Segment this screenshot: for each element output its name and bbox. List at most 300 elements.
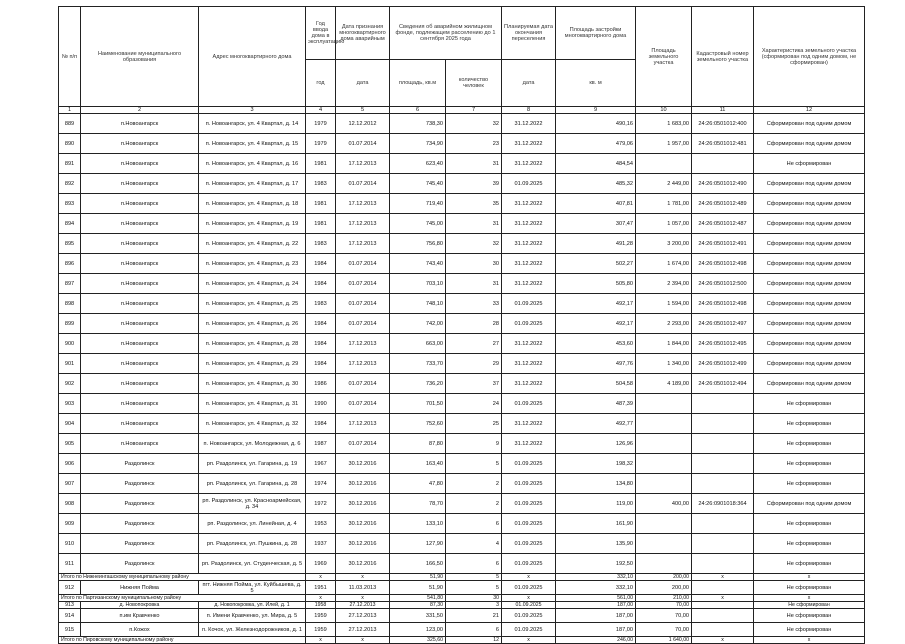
column-number: 6 [390,107,446,114]
row-address: п. Новоангарск, ул. 4 Квартал, д. 32 [199,414,306,434]
subtotal-end: x [502,637,556,644]
row-people: 6 [446,514,502,534]
column-number: 11 [692,107,754,114]
row-land-area [636,394,692,414]
row-number: 907 [59,474,81,494]
row-cadastral [692,534,754,554]
row-status: Сформирован под одним домом [754,114,865,134]
row-year: 1990 [306,394,336,414]
row-cadastral: 24:26:0501012:499 [692,354,754,374]
row-status: Сформирован под одним домом [754,214,865,234]
table-row [59,154,865,174]
row-people: 28 [446,314,502,334]
row-municipality: п.им Кравченко [81,609,199,623]
subtotal-end: x [502,574,556,581]
row-number: 910 [59,534,81,554]
row-people: 31 [446,214,502,234]
row-address: п. Новоангарск, ул. 4 Квартал, д. 19 [199,214,306,234]
row-year: 1981 [306,214,336,234]
row-end-date: 01.09.2025 [502,314,556,334]
row-municipality: Раздолинск [81,514,199,534]
row-area: 47,80 [390,474,446,494]
row-municipality: д. Новопокровка [81,602,199,609]
row-status: Не сформирован [754,623,865,637]
row-address: п. Кочох, ул. Железнодорожников, д. 1 [199,623,306,637]
row-end-date: 31.12.2022 [502,134,556,154]
column-number: 2 [81,107,199,114]
table-row [59,581,865,595]
row-build-area: 192,50 [556,554,636,574]
row-cadastral: 24:26:0501012:481 [692,134,754,154]
row-end-date: 31.12.2022 [502,374,556,394]
row-land-area: 70,00 [636,609,692,623]
row-number: 897 [59,274,81,294]
row-number: 915 [59,623,81,637]
row-build-area: 134,80 [556,474,636,494]
row-build-area: 161,90 [556,514,636,534]
row-municipality: Раздолинск [81,474,199,494]
row-area: 738,30 [390,114,446,134]
row-end-date: 31.12.2022 [502,434,556,454]
row-year: 1983 [306,234,336,254]
row-date: 30.12.2016 [336,534,390,554]
row-area: 123,00 [390,623,446,637]
row-municipality: п.Новоангарск [81,174,199,194]
row-status: Не сформирован [754,394,865,414]
row-year: 1967 [306,454,336,474]
row-number: 894 [59,214,81,234]
column-number: 12 [754,107,865,114]
row-number: 889 [59,114,81,134]
table-tail [59,574,865,644]
row-year: 1981 [306,154,336,174]
row-cadastral: 24:26:0501012:500 [692,274,754,294]
subtotal-cadastral: x [692,637,754,644]
row-end-date: 31.12.2022 [502,194,556,214]
row-build-area: 484,54 [556,154,636,174]
row-date: 30.12.2016 [336,454,390,474]
row-status: Сформирован под одним домом [754,134,865,154]
row-cadastral [692,394,754,414]
subtotal-year: x [306,574,336,581]
row-status: Не сформирован [754,581,865,595]
header-col-end-date: Планируемая дата окончания переселения [502,7,556,60]
row-number: 903 [59,394,81,414]
row-number: 904 [59,414,81,434]
row-number: 890 [59,134,81,154]
row-build-area: 491,28 [556,234,636,254]
header-col-land-status: Характеристика земельного участка (сформирован под одним домом, не сформирован) [754,7,865,107]
table-row [59,354,865,374]
row-date: 11.03.2013 [336,581,390,595]
row-address: п. Новоангарск, ул. 4 Квартал, д. 24 [199,274,306,294]
row-land-area: 4 189,00 [636,374,692,394]
row-people: 4 [446,534,502,554]
row-end-date: 31.12.2022 [502,354,556,374]
column-number: 10 [636,107,692,114]
row-build-area: 453,60 [556,334,636,354]
row-date: 17.12.2013 [336,154,390,174]
row-status: Сформирован под одним домом [754,294,865,314]
row-cadastral: 24:26:0501012:400 [692,114,754,134]
row-address: п. Новоангарск, ул. 4 Квартал, д. 15 [199,134,306,154]
row-people: 2 [446,494,502,514]
row-number: 892 [59,174,81,194]
row-address: пгт. Нижняя Пойма, ул. Куйбышева, д. 5 [199,581,306,595]
row-date: 01.07.2014 [336,314,390,334]
row-end-date: 31.12.2022 [502,414,556,434]
row-land-area: 3 200,00 [636,234,692,254]
row-address: п. Новоангарск, ул. 4 Квартал, д. 17 [199,174,306,194]
row-address: п. Новоангарск, ул. 4 Квартал, д. 16 [199,154,306,174]
column-number: 3 [199,107,306,114]
header-col-year: Год ввода дома в эксплуатацию [306,7,336,60]
row-municipality: п.Новоангарск [81,114,199,134]
row-date: 01.07.2014 [336,174,390,194]
row-end-date: 31.12.2022 [502,214,556,234]
subtotal-land: 200,00 [636,574,692,581]
row-people: 29 [446,354,502,374]
table-row [59,454,865,474]
table-row [59,314,865,334]
row-date: 27.12.2013 [336,602,390,609]
row-municipality: п.Новоангарск [81,334,199,354]
subtotal-land: 210,00 [636,595,692,602]
row-municipality: Нижняя Пойма [81,581,199,595]
row-land-area [636,434,692,454]
row-land-area: 70,00 [636,602,692,609]
row-municipality: Раздолинск [81,454,199,474]
row-status: Не сформирован [754,602,865,609]
row-people: 23 [446,134,502,154]
row-end-date: 01.09.2025 [502,394,556,414]
row-date: 17.12.2013 [336,194,390,214]
row-status: Сформирован под одним домом [754,374,865,394]
table-row [59,394,865,414]
header-col-land-area: Площадь земельного участка [636,7,692,107]
row-date: 01.07.2014 [336,274,390,294]
row-address: п. Новоангарск, ул. 4 Квартал, д. 23 [199,254,306,274]
row-municipality: п.Новоангарск [81,414,199,434]
column-number: 8 [502,107,556,114]
row-cadastral: 24:26:0501012:490 [692,174,754,194]
row-cadastral: 24:26:0501012:494 [692,374,754,394]
row-cadastral [692,609,754,623]
table-row [59,214,865,234]
header-col-number: № п/п [59,7,81,107]
row-land-area [636,534,692,554]
row-land-area: 2 449,00 [636,174,692,194]
table-row [59,494,865,514]
row-area: 736,20 [390,374,446,394]
subtotal-people: 12 [446,637,502,644]
row-date: 01.07.2014 [336,294,390,314]
row-area: 745,40 [390,174,446,194]
subtotal-people: 5 [446,574,502,581]
row-date: 17.12.2013 [336,414,390,434]
row-people: 35 [446,194,502,214]
table-row [59,274,865,294]
row-number: 893 [59,194,81,214]
emergency-housing-table [58,6,865,644]
row-build-area: 492,17 [556,314,636,334]
row-date: 30.12.2016 [336,514,390,534]
row-cadastral [692,474,754,494]
row-end-date: 01.09.2025 [502,294,556,314]
column-number: 1 [59,107,81,114]
row-area: 133,10 [390,514,446,534]
table-row [59,474,865,494]
row-year: 1986 [306,374,336,394]
row-year: 1984 [306,314,336,334]
row-municipality: п.Новоангарск [81,294,199,314]
row-number: 898 [59,294,81,314]
row-build-area: 497,76 [556,354,636,374]
table-row [59,234,865,254]
row-cadastral: 24:26:0501012:491 [692,234,754,254]
row-year: 1984 [306,354,336,374]
row-people: 27 [446,334,502,354]
row-address: п. Новоангарск, ул. 4 Квартал, д. 28 [199,334,306,354]
subtotal-row [59,595,865,602]
row-area: 623,40 [390,154,446,174]
column-number: 5 [336,107,390,114]
row-people: 31 [446,274,502,294]
row-build-area: 492,77 [556,414,636,434]
row-date: 17.12.2013 [336,234,390,254]
row-area: 748,10 [390,294,446,314]
row-people: 39 [446,174,502,194]
row-land-area [636,514,692,534]
row-number: 899 [59,314,81,334]
row-area: 166,50 [390,554,446,574]
row-number: 896 [59,254,81,274]
row-municipality: п.Новоангарск [81,194,199,214]
row-land-area: 70,00 [636,623,692,637]
row-area: 733,70 [390,354,446,374]
row-land-area: 1 594,00 [636,294,692,314]
row-cadastral: 24:26:0501012:498 [692,254,754,274]
row-address: п. Новоангарск, ул. 4 Квартал, д. 18 [199,194,306,214]
row-area: 51,90 [390,581,446,595]
row-date: 30.12.2016 [336,474,390,494]
row-end-date: 01.09.2025 [502,174,556,194]
row-build-area: 119,00 [556,494,636,514]
row-end-date: 31.12.2022 [502,274,556,294]
row-area: 719,40 [390,194,446,214]
row-address: д. Новопокровка, ул. Илей, д. 1 [199,602,306,609]
subtotal-date: x [336,637,390,644]
row-municipality: п.Новоангарск [81,314,199,334]
row-date: 17.12.2013 [336,354,390,374]
row-build-area: 307,47 [556,214,636,234]
row-land-area [636,414,692,434]
subtotal-area: 325,60 [390,637,446,644]
row-year: 1979 [306,114,336,134]
row-address: п. Имени Кравченко, ул. Мира, д. 5 [199,609,306,623]
row-land-area: 200,00 [636,581,692,595]
subtotal-row [59,574,865,581]
row-status: Сформирован под одним домом [754,334,865,354]
row-year: 1979 [306,134,336,154]
column-number-row [59,107,865,114]
row-build-area: 135,90 [556,534,636,554]
subtotal-label: Итого по Нижнеингашскому муниципальному району [59,574,306,581]
row-status: Не сформирован [754,414,865,434]
row-area: 756,80 [390,234,446,254]
row-build-area: 187,00 [556,609,636,623]
table-row [59,554,865,574]
row-number: 905 [59,434,81,454]
row-people: 6 [446,554,502,574]
row-number: 902 [59,374,81,394]
column-number: 9 [556,107,636,114]
table-body [59,114,865,574]
row-date: 27.12.2013 [336,623,390,637]
header-sub-date: дата [336,60,390,107]
row-date: 12.12.2012 [336,114,390,134]
row-year: 1953 [306,514,336,534]
row-people: 6 [446,623,502,637]
row-build-area: 505,80 [556,274,636,294]
row-area: 701,50 [390,394,446,414]
header-col-emergency-date: Дата признания многоквартирного дома аварийным [336,7,390,60]
row-date: 30.12.2016 [336,494,390,514]
row-status: Не сформирован [754,434,865,454]
row-year: 1969 [306,554,336,574]
subtotal-cadastral: x [692,574,754,581]
row-municipality: п.Новоангарск [81,234,199,254]
row-municipality: п.Новоангарск [81,354,199,374]
table-row [59,294,865,314]
row-area: 78,70 [390,494,446,514]
row-build-area: 485,32 [556,174,636,194]
row-address: п. Новоангарск, ул. 4 Квартал, д. 14 [199,114,306,134]
row-municipality: Раздолинск [81,494,199,514]
row-cadastral: 24:26:0901018:364 [692,494,754,514]
row-address: п. Новоангарск, ул. 4 Квартал, д. 26 [199,314,306,334]
header-col-build-area: Площадь застройки многоквартирного дома [556,7,636,60]
subtotal-label: Итого по Партизанскому муниципальному району [59,595,306,602]
row-municipality: п.Кожох [81,623,199,637]
row-status: Сформирован под одним домом [754,314,865,334]
row-status: Не сформирован [754,154,865,174]
row-address: рп. Раздолинск, ул. Гагарина, д. 19 [199,454,306,474]
row-end-date: 31.12.2022 [502,154,556,174]
row-area: 331,50 [390,609,446,623]
table-row [59,254,865,274]
header-col-housing-info: Сведения об аварийном жилищном фонде, подлежащем расселению до 1 сентября 2025 года [390,7,502,60]
row-end-date: 01.09.2025 [502,623,556,637]
row-number: 891 [59,154,81,174]
row-address: п. Новоангарск, ул. 4 Квартал, д. 29 [199,354,306,374]
header-col-municipality: Наименование муниципального образования [81,7,199,107]
row-land-area [636,554,692,574]
row-year: 1983 [306,294,336,314]
table-row [59,414,865,434]
row-land-area: 1 844,00 [636,334,692,354]
header-sub-people: количество человек [446,60,502,107]
row-land-area: 400,00 [636,494,692,514]
row-land-area [636,154,692,174]
table-row [59,194,865,214]
row-address: рп. Раздолинск, ул. Гагарина, д. 28 [199,474,306,494]
row-people: 30 [446,254,502,274]
row-municipality: п.Новоангарск [81,374,199,394]
row-cadastral: 24:26:0501012:487 [692,214,754,234]
table-row [59,623,865,637]
row-build-area: 407,81 [556,194,636,214]
row-date: 30.12.2016 [336,554,390,574]
header-row [59,7,865,60]
row-people: 5 [446,581,502,595]
row-people: 33 [446,294,502,314]
row-land-area: 1 957,00 [636,134,692,154]
row-year: 1937 [306,534,336,554]
subtotal-status: x [754,574,865,581]
subtotal-row [59,637,865,644]
row-end-date: 31.12.2022 [502,334,556,354]
row-cadastral [692,154,754,174]
row-area: 743,40 [390,254,446,274]
row-year: 1958 [306,602,336,609]
row-date: 01.07.2014 [336,134,390,154]
row-number: 909 [59,514,81,534]
row-address: рп. Раздолинск, ул. Красноармейская, д. 34 [199,494,306,514]
row-number: 911 [59,554,81,574]
row-status: Не сформирован [754,454,865,474]
subtotal-area: 51,90 [390,574,446,581]
row-status: Сформирован под одним домом [754,254,865,274]
table-row [59,174,865,194]
row-municipality: п.Новоангарск [81,254,199,274]
subtotal-label: Итого по Пировскому муниципальному району [59,637,306,644]
row-end-date: 01.09.2025 [502,534,556,554]
row-build-area: 490,16 [556,114,636,134]
row-municipality: п.Новоангарск [81,394,199,414]
row-municipality: Раздолинск [81,554,199,574]
row-year: 1984 [306,414,336,434]
row-people: 37 [446,374,502,394]
row-address: рп. Раздолинск, ул. Пушкина, д. 28 [199,534,306,554]
row-build-area: 487,39 [556,394,636,414]
row-build-area: 187,00 [556,623,636,637]
row-address: п. Новоангарск, ул. 4 Квартал, д. 25 [199,294,306,314]
row-land-area [636,454,692,474]
row-number: 914 [59,609,81,623]
row-cadastral [692,514,754,534]
row-municipality: п.Новоангарск [81,434,199,454]
table-row [59,434,865,454]
row-land-area: 1 781,00 [636,194,692,214]
row-number: 906 [59,454,81,474]
row-people: 5 [446,454,502,474]
column-number: 7 [446,107,502,114]
row-cadastral: 24:26:0501012:495 [692,334,754,354]
row-area: 745,00 [390,214,446,234]
row-address: п. Новоангарск, ул. 4 Квартал, д. 31 [199,394,306,414]
row-municipality: п.Новоангарск [81,154,199,174]
table-row [59,534,865,554]
row-area: 87,80 [390,434,446,454]
row-people: 32 [446,114,502,134]
subtotal-date: x [336,595,390,602]
row-land-area: 1 057,00 [636,214,692,234]
row-land-area: 1 683,00 [636,114,692,134]
row-end-date: 01.09.2025 [502,514,556,534]
subtotal-build: 561,00 [556,595,636,602]
row-cadastral [692,454,754,474]
